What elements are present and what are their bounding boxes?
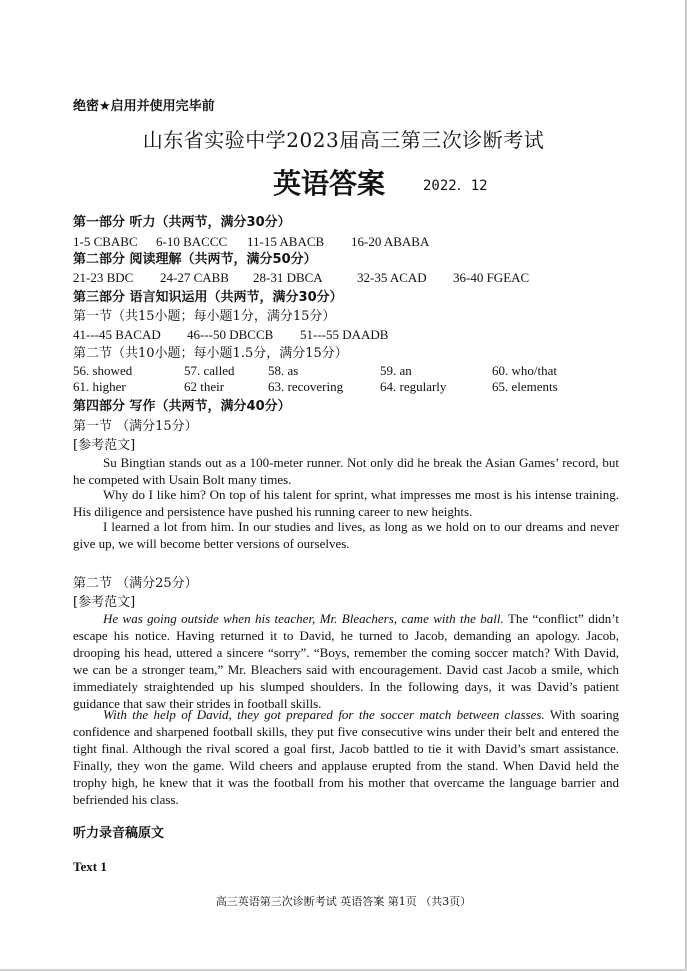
answer-group: 32-35 ACAD [357, 270, 427, 285]
part3-section2-row [73, 378, 619, 395]
answer-item: 56. showed [73, 363, 133, 378]
answer-group: 11-15 ABACB [247, 234, 325, 249]
answer-item: 65. elements [492, 379, 558, 394]
part4-section2-heading: 第二节 （满分25分） [73, 576, 198, 591]
answer-group: 24-27 CABB [160, 270, 229, 285]
part2-heading: 第二部分 阅读理解（共两节，满分50分） [73, 252, 317, 267]
answer-item: 62 their [184, 379, 225, 394]
answer-item: 64. regularly [380, 379, 447, 394]
essay2-lead-sentence: With the help of David, they got prepared for the soccer match between classes. [103, 707, 545, 722]
answer-group: 21-23 BDC [73, 270, 134, 285]
answer-group: 1-5 CBABC [73, 234, 138, 249]
answer-item: 58. as [268, 363, 299, 378]
answer-group: 51---55 DAADB [300, 327, 389, 342]
answer-item: 57. called [184, 363, 235, 378]
confidential-label: 绝密★启用并使用完毕前 [73, 99, 215, 114]
part2-answers [73, 269, 619, 286]
part1-heading: 第一部分 听力（共两节，满分30分） [73, 215, 291, 230]
text1-heading: Text 1 [73, 859, 107, 874]
answer-group: 41---45 BACAD [73, 327, 161, 342]
essay2-body: With soaring confidence and sharpened football skills, they put five consecutive wins under their belt and entered the tight final. Although the rival scored a goal first, Jacob battled to tie it with David’s smart assistance. Finally, they won the game. Wild cheers and applause erupted from the stand. When David held the trophy high, he knew that it was the football from his mother that overcame the language barrier and befriended his class. [73, 707, 619, 807]
part3-section2-heading: 第二节（共10小题；每小题1.5分，满分15分） [73, 346, 348, 361]
part3-section1-answers [73, 326, 619, 343]
essay2-body: The “conflict” didn’t escape his notice. Having returned it to David, he turned to Jacob, demanding an apology. Jacob, drooping his head, uttered a sincere “sorry”. “Boys, remember the coming soccer match? With David, we can be a stronger team,” Mr. Bleachers said with encouragement. David cast Jacob a smile, which immediately straightended up his slumped shoulders. In the following days, it was David’s patient guidance that saw their strides in football skills. [73, 611, 620, 711]
answer-group: 46---50 DBCCB [187, 327, 274, 342]
part1-answers [73, 233, 619, 250]
part3-section2-row [73, 362, 619, 379]
exam-date: 2022．12 [423, 178, 488, 194]
part4-heading: 第四部分 写作（共两节，满分40分） [73, 399, 291, 414]
answer-item: 63. recovering [268, 379, 344, 394]
page-footer: 高三英语第三次诊断考试 英语答案 第1页 （共3页） [215, 895, 472, 908]
subject-title: 英语答案 [273, 167, 386, 200]
essay1-paragraph: Why do I like him? On top of his talent for sprint, what impresses me most is his intense training. His diligence and persistence have pushed his running career to new heights. [73, 487, 619, 519]
listening-transcript-heading: 听力录音稿原文 [73, 826, 165, 841]
essay2-paragraph [73, 610, 619, 712]
essay1-paragraph: I learned a lot from him. In our studies and lives, as long as we hold on to our dreams and never give up, we will become better versions of ourselves. [73, 519, 619, 551]
part3-heading: 第三部分 语言知识运用（共两节，满分30分） [73, 290, 343, 305]
part4-section1-heading: 第一节 （满分15分） [73, 419, 198, 434]
essay1-paragraph: Su Bingtian stands out as a 100-meter runner. Not only did he break the Asian Games’ record, but he competed with Usain Bolt many times. [73, 455, 619, 487]
answer-item: 60. who/that [492, 363, 557, 378]
answer-group: 6-10 BACCC [156, 234, 228, 249]
essay2-paragraph [73, 706, 619, 808]
essay2-lead-sentence: He was going outside when his teacher, Mr. Bleachers, came with the ball. [103, 611, 504, 626]
answer-item: 61. higher [73, 379, 126, 394]
part3-section1-heading: 第一节（共15小题；每小题1分，满分15分） [73, 309, 336, 324]
answer-group: 28-31 DBCA [253, 270, 323, 285]
answer-group: 36-40 FGEAC [453, 270, 530, 285]
exam-title: 山东省实验中学2023届高三第三次诊断考试 [142, 128, 545, 152]
answer-group: 16-20 ABABA [351, 234, 430, 249]
part4-section2-label: [参考范文] [73, 595, 136, 610]
answer-item: 59. an [380, 363, 412, 378]
part4-section1-label: [参考范文] [73, 438, 136, 453]
